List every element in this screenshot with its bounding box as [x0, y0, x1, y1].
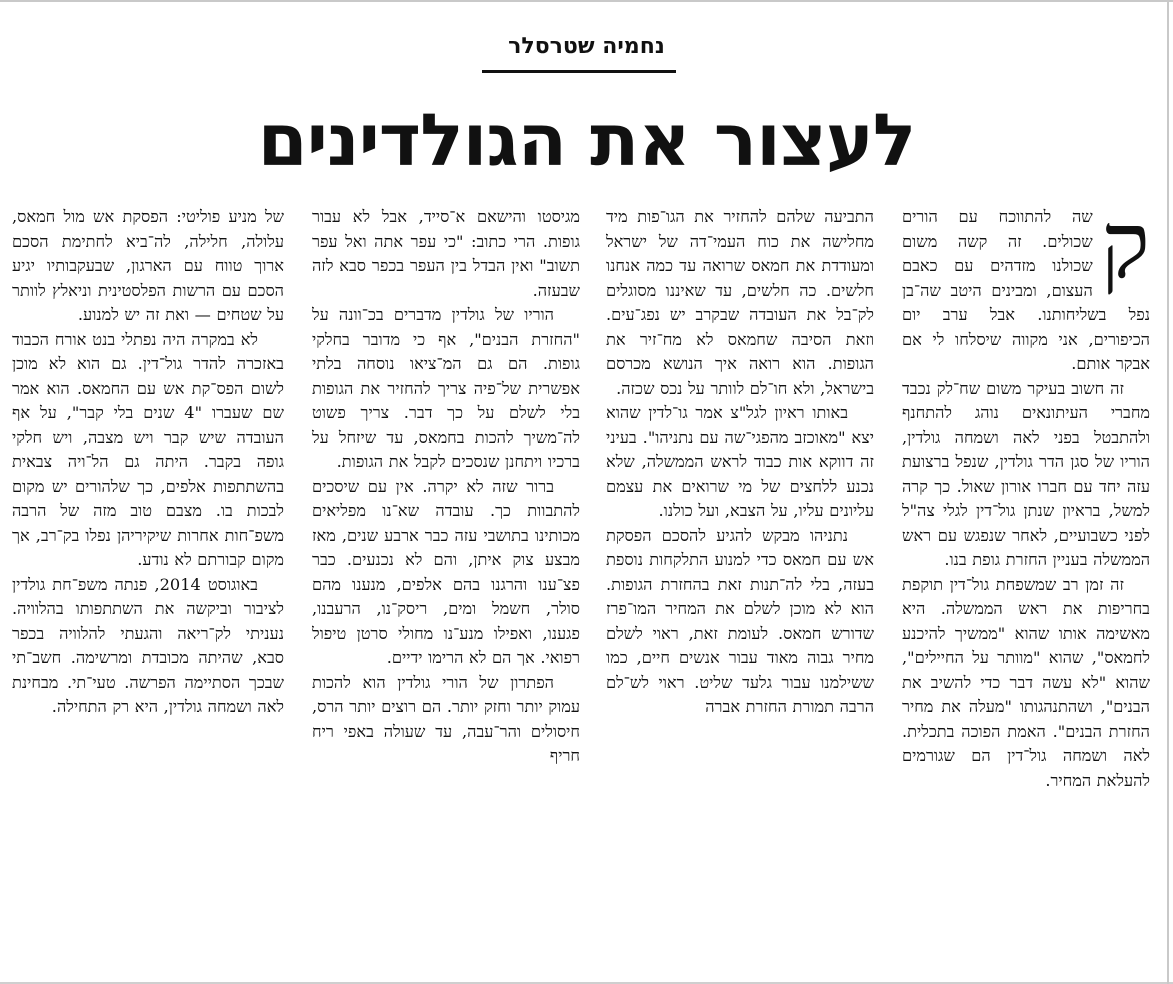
column-1: [902, 205, 1150, 957]
byline-underline: [482, 70, 676, 73]
paragraph: ברור שזה לא יקרה. אין עם שיסכים להתבוות כך. עובדה שא־נו מפליאים מכותינו בתושבי עזה כבר ארבע שנים, מאז מבצע צוק איתן, והם לא נכנעים. כבר פצ־ענו והרגנו בהם אלפים, מנענו מהם סולר, חשמל ומים, ריסק־נו, הרעבנו, פגענו, ואפילו מנע־נו מחולי סרטן טיפול רפואי. אך הם לא הרימו ידיים.: [312, 476, 580, 667]
paragraph: באותו ראיון לגל"צ אמר גו־לדין שהוא יצא "מאוכזב מהפגי־שה עם נתניהו". בעיני זה דווקא אות כבוד לראש הממשלה, שלא נכנע ללחצים של מי שרואים את עצמם עליונים עליו, על הצבא, ועל כולנו.: [606, 403, 874, 520]
author-byline: נחמיה שטרסלר: [508, 34, 665, 59]
paragraph: הוריו של גולדין מדברים בכ־וונה על "החזרת הבנים", אף כי מדובר בחלקי גופות. הם גם המ־ציאו נוסחה בלתי אפשרית של־פיה צריך להחזיר את הגופות בלי לשלם על כך דבר. צריך פשוט לה־משיך להכות בחמאס, עד שיזחל על ברכיו ויתחנן שנסכים לקבל את הגופות.: [312, 305, 580, 471]
paragraph: הפתרון של הורי גולדין הוא להכות עמוק יותר וחזק יותר. הם רוצים יותר הרס, חיסולים והר־עבה, עד שעולה באפי ריח חריף: [312, 672, 580, 765]
paragraph: ק שה להתווכח עם הורים שכולים. זה קשה משום שכולנו מזדהים עם כאבם העצום, ומבינים היטב שה־בן נפל בשליחותנו. אבל ערב יום הכיפורים, אני מקווה שיסלחו לי אם אבקר אותם.: [902, 205, 1150, 373]
paragraph: של מניע פוליטי: הפסקת אש מול חמאס, עלולה, חלילה, לה־ביא לחתימת הסכם ארוך טווח עם הארגון, שבעקבותיו יגיע הסכם עם הרשות הפלסטינית וניאלץ לוותר על שטחים — ואת זה יש למנוע.: [12, 207, 284, 324]
column-2: [606, 205, 874, 957]
paragraph: זה חשוב בעיקר משום שח־לק נכבד מחברי העיתונאים נוהג להתחנף ולהתבטל בפני לאה ושמחה גולדין, הוריו של סגן הדר גולדין, שנפל ברצועת עזה יחד עם חברו אורון שאול. כך קרה למשל, בראיון שנתן גול־דין לגלי צה"ל לפני כשבועיים, לאחר שנפגש עם ראש הממשלה בעניין החזרת גופת בנו.: [902, 378, 1150, 569]
paragraph: נתניהו מבקש להגיע להסכם הפסקת אש עם חמאס כדי למנוע התלקחות נוספת בעזה, בלי לה־תנות זאת בהחזרת הגופות. הוא לא מוכן לשלם את המחיר המו־פרז שדורש חמאס. לעומת זאת, ראוי לשלם מחיר גבוה מאוד עבור אנשים חיים, כמו ששילמנו עבור גלעד שליט. ראוי לש־לם הרבה תמורת החזרת אברה: [606, 525, 874, 716]
column-3: [312, 205, 580, 957]
paragraph: התביעה שלהם להחזיר את הגו־פות מיד מחלישה את כוח העמי־דה של ישראל ומעודדת את חמאס שרואה עד כמה אנחנו חלשים. כה חלשים, עד שאיננו מסוגלים לק־בל את העובדה שבקרב יש נפג־עים. וזאת הסיבה שחמאס לא מח־זיר את הגופות. הוא רואה איך הנושא מכרסם בישראל, ולא חו־לם לוותר על נכס שכזה.: [606, 207, 874, 398]
drop-cap: ק: [1100, 205, 1150, 299]
paragraph: לא במקרה היה נפתלי בנט אורח הכבוד באזכרה להדר גול־דין. גם הוא לא מוכן לשום הפס־קת אש עם החמאס. הוא אמר שם שעברו "4 שנים בלי קבר", על אף העובדה שיש קבר ויש מצבה, ויש חלקי גופה בקבר. היתה גם הל־ויה צבאית בהשתתפות אלפים, כך שלהורים יש מקום לבכות בו. מצבם טוב מזה של הרבה משפ־חות אחרות שיקיריהן נפלו בק־רב, אך מקום קבורתם לא נודע.: [12, 329, 284, 569]
paragraph: באוגוסט 2014, פנתה משפ־חת גולדין לציבור וביקשה את השתתפותו בהלוויה. נעניתי לק־ריאה והגעתי להלוויה בכפר סבא, שהיתה מכובדת ומרשימה. חשב־תי שבכך הסתיימה הפרשה. טעי־תי. מבחינת לאה ושמחה גולדין, היא רק התחילה.: [12, 574, 284, 716]
paragraph: מגיסטו והישאם א־סייד, אבל לא עבור גופות. הרי כתוב: "כי עפר אתה ואל עפר תשוב" ואין הבדל בין העפר בכפר סבא לזה שבעזה.: [312, 207, 580, 300]
paragraph: זה זמן רב שמשפחת גול־דין תוקפת בחריפות את ראש הממשלה. היא מאשימה אותו שהוא "ממשיך להיכנע לחמאס", שהוא "מוותר על החיילים", שהוא "לא עשה דבר כדי להשיב את הבנים", ושהתנהגותו "מעלה את מחיר החזרת הבנים". האמת הפוכה בתכלית. לאה ושמחה גול־דין הם שגורמים להעלאת המחיר.: [902, 574, 1150, 790]
article-body: [12, 205, 1154, 957]
column-4: [12, 205, 284, 957]
headline: לעצור את הגולדינים: [257, 98, 916, 182]
